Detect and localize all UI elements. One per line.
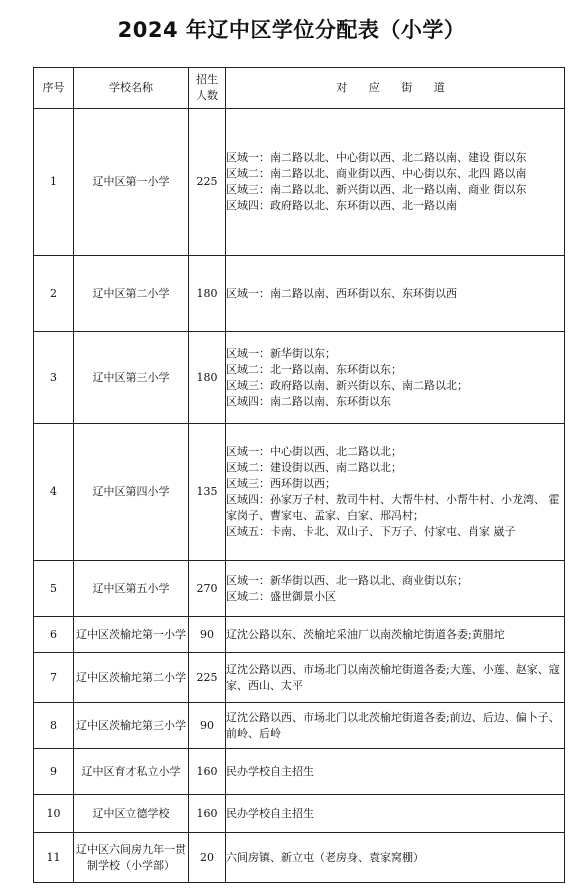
row-number: 3 [34, 332, 74, 424]
catchment-area-line: 区域二：南二路以北、商业街以西、中心街以东、北四 路以南 [226, 167, 527, 180]
catchment-area-line: 民办学校自主招生 [226, 806, 314, 820]
catchment-area-line: 区域一：新华街以西、北一路以北、商业街以东； [226, 573, 468, 587]
enrollment-count: 20 [189, 833, 226, 883]
allocation-table [33, 67, 565, 883]
row-number: 9 [34, 749, 74, 795]
row-number: 5 [34, 561, 74, 617]
catchment-area-line: 区域五：卡南、卡北、双山子、下万子、付家屯、肖家 崴子 [226, 525, 516, 538]
catchment-area-line: 区域四：孙家万子村、敖司牛村、大帮牛村、小帮牛村、小龙湾、 霍家岗子、曹家屯、孟家、白家、邢冯村； [226, 493, 560, 522]
catchment-area-line: 区域二：建设街以西、南二路以北； [226, 461, 402, 474]
table-row [34, 617, 565, 653]
enrollment-count: 90 [189, 703, 226, 749]
catchment-area-line: 民办学校自主招生 [226, 764, 314, 778]
table-row [34, 653, 565, 703]
catchment-area-line: 区域三：政府路以南、新兴街以东、南二路以北； [226, 378, 468, 392]
page-title: 2024 年辽中区学位分配表（小学） [117, 18, 466, 42]
school-name: 辽中区六间房九年一贯制学校（小学部） [74, 833, 189, 883]
table-row [34, 561, 565, 617]
catchment-area-line: 辽沈公路以东、茨榆坨采油厂以南茨榆坨街道各委;黄腊坨 [226, 627, 505, 641]
enrollment-count: 225 [189, 109, 226, 256]
catchment-areas [226, 256, 565, 332]
header-num: 序号 [34, 68, 74, 109]
catchment-area-line: 区域二：北一路以南、东环街以东； [226, 362, 402, 376]
enrollment-count: 270 [189, 561, 226, 617]
row-number: 2 [34, 256, 74, 332]
header-name: 学校名称 [74, 68, 189, 109]
catchment-area-line: 区域三：西环街以西； [226, 477, 336, 490]
table-row [34, 703, 565, 749]
catchment-area-line: 区域二：盛世御景小区 [226, 589, 336, 603]
enrollment-count: 180 [189, 332, 226, 424]
table-row [34, 749, 565, 795]
table-row [34, 332, 565, 424]
table-row [34, 256, 565, 332]
enrollment-count: 135 [189, 424, 226, 561]
header-qty [189, 68, 226, 109]
catchment-area-line: 区域一：新华街以东； [226, 346, 336, 360]
school-name: 辽中区第三小学 [74, 332, 189, 424]
catchment-area-line: 六间房镇、新立屯（老房身、袁家窝棚） [226, 850, 424, 864]
row-number: 8 [34, 703, 74, 749]
enrollment-count: 180 [189, 256, 226, 332]
row-number: 6 [34, 617, 74, 653]
enrollment-count: 160 [189, 795, 226, 833]
school-name: 辽中区立德学校 [74, 795, 189, 833]
catchment-areas [226, 617, 565, 653]
header-qty-line2: 人数 [196, 89, 218, 102]
catchment-area-line: 区域一：南二路以南、西环街以东、东环街以西 [226, 286, 457, 300]
table-header-row [34, 68, 565, 109]
enrollment-count: 160 [189, 749, 226, 795]
header-area: 对 应 街 道 [226, 68, 565, 109]
school-name: 辽中区育才私立小学 [74, 749, 189, 795]
row-number: 11 [34, 833, 74, 883]
enrollment-count: 225 [189, 653, 226, 703]
catchment-areas [226, 703, 565, 749]
catchment-area-line: 区域一：南二路以北、中心街以西、北二路以南、建设 街以东 [226, 151, 527, 164]
table-body [34, 109, 565, 883]
catchment-areas [226, 561, 565, 617]
catchment-areas [226, 795, 565, 833]
catchment-area-line: 辽沈公路以西、市场北门以北茨榆坨街道各委;前边、后边、偏卜子、前岭、后岭 [226, 710, 560, 740]
catchment-area-line: 区域三：南二路以北、新兴街以西、北一路以南、商业 街以东 [226, 183, 527, 196]
catchment-areas [226, 833, 565, 883]
school-name: 辽中区第四小学 [74, 424, 189, 561]
row-number: 10 [34, 795, 74, 833]
table-row [34, 109, 565, 256]
catchment-areas [226, 332, 565, 424]
table-row [34, 795, 565, 833]
school-name: 辽中区第一小学 [74, 109, 189, 256]
school-name: 辽中区茨榆坨第三小学 [74, 703, 189, 749]
catchment-area-line: 辽沈公路以西、市场北门以南茨榆坨街道各委;大莲、小莲、赵家、寇家、西山、太平 [226, 662, 560, 692]
row-number: 4 [34, 424, 74, 561]
row-number: 1 [34, 109, 74, 256]
table-row [34, 833, 565, 883]
enrollment-count: 90 [189, 617, 226, 653]
table-row [34, 424, 565, 561]
catchment-area-line: 区域四：政府路以北、东环街以西、北一路以南 [226, 199, 457, 212]
catchment-areas [226, 424, 565, 561]
catchment-areas [226, 109, 565, 256]
school-name: 辽中区茨榆坨第二小学 [74, 653, 189, 703]
school-name: 辽中区第二小学 [74, 256, 189, 332]
catchment-areas [226, 749, 565, 795]
catchment-area-line: 区域一：中心街以西、北二路以北； [226, 445, 402, 458]
row-number: 7 [34, 653, 74, 703]
catchment-areas [226, 653, 565, 703]
school-name: 辽中区茨榆坨第一小学 [74, 617, 189, 653]
school-name: 辽中区第五小学 [74, 561, 189, 617]
catchment-area-line: 区域四：南二路以南、东环街以东 [226, 394, 391, 408]
header-qty-line1: 招生 [196, 73, 218, 86]
